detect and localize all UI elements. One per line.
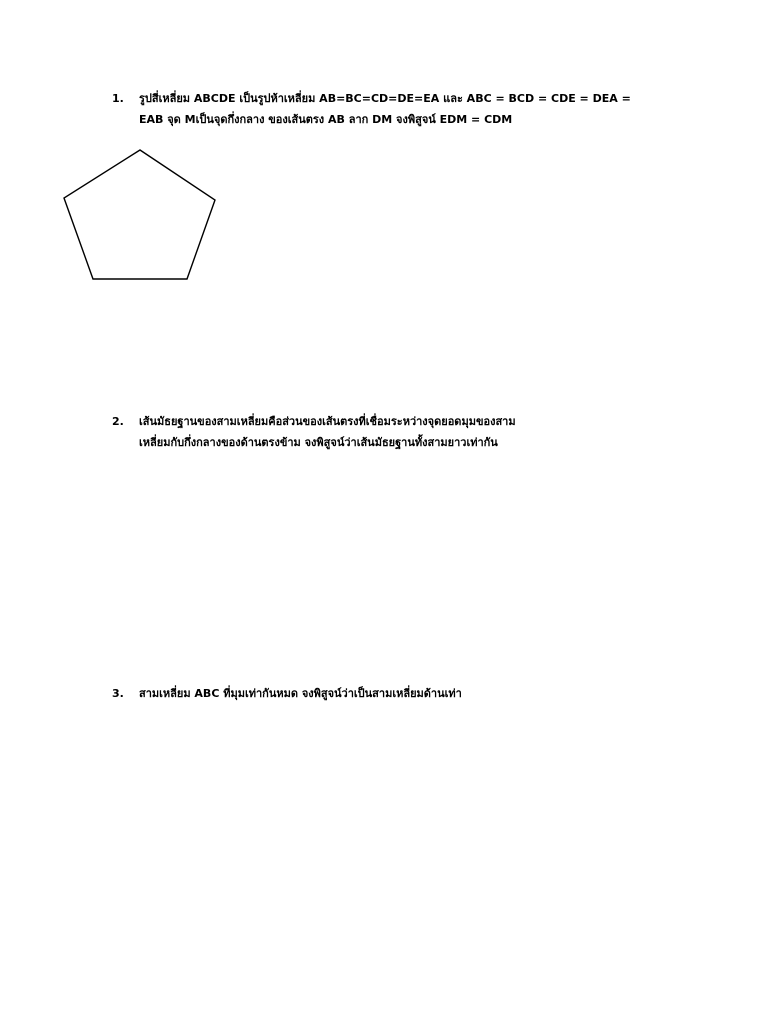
pentagon-shape — [64, 150, 215, 279]
question-text-line: สามเหลี่ยม ABC ที่มุมเท่ากันหมด จงพิสูจน์ว่าเป็นสามเหลี่ยมด้านเท่า — [139, 687, 462, 700]
question-number: 1. — [112, 92, 124, 105]
question-text-line: รูปสี่เหลี่ยม ABCDE เป็นรูปห้าเหลี่ยม AB=BC=CD=DE=EA และ ABC = BCD = CDE = DEA = — [139, 92, 631, 105]
pentagon-figure — [60, 147, 220, 283]
question-text-line: เหลี่ยมกับกึ่งกลางของด้านตรงข้าม จงพิสูจน์ว่าเส้นมัธยฐานทั้งสามยาวเท่ากัน — [139, 436, 498, 449]
question-text — [139, 88, 709, 130]
question-text — [139, 683, 709, 704]
question-number: 2. — [112, 415, 124, 428]
question-text — [139, 411, 709, 453]
question-number: 3. — [112, 687, 124, 700]
question-text-line: EAB จุด Mเป็นจุดกึ่งกลาง ของเส้นตรง AB ลาก DM จงพิสูจน์ EDM = CDM — [139, 113, 513, 126]
question-text-line: เส้นมัธยฐานของสามเหลี่ยมคือส่วนของเส้นตรงที่เชื่อมระหว่างจุดยอดมุมของสาม — [139, 415, 516, 428]
